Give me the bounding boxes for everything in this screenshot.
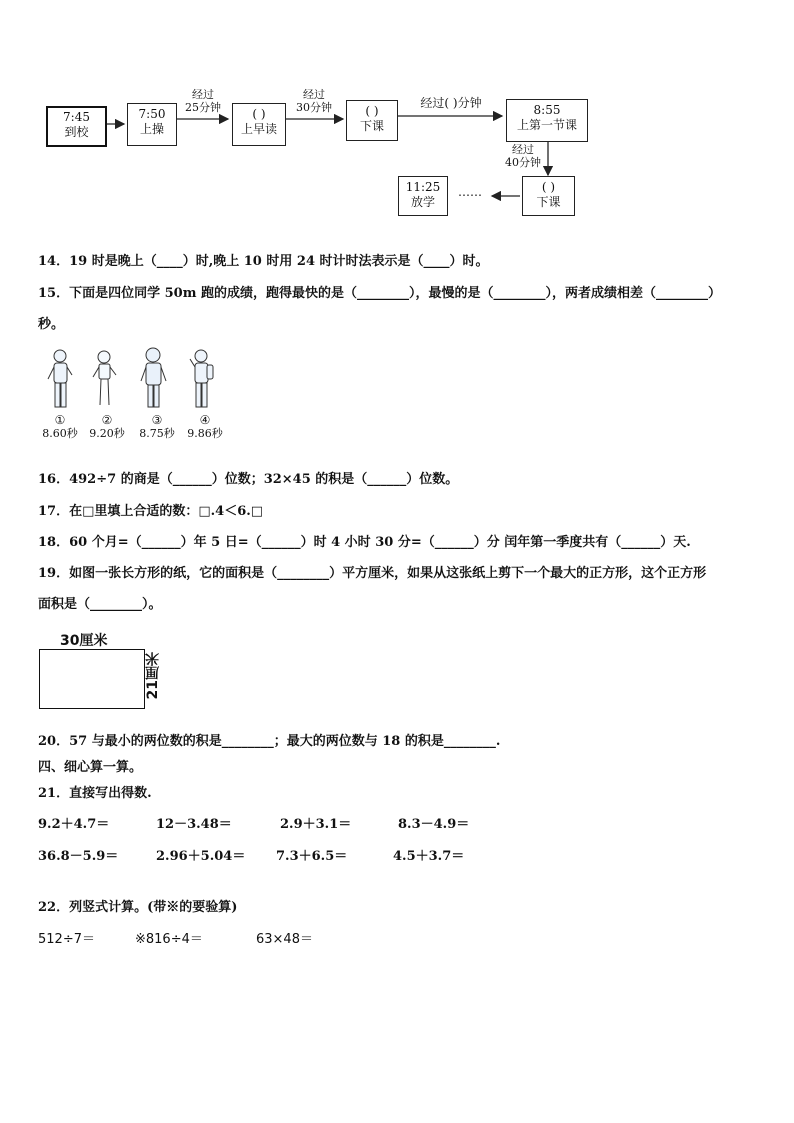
runner-1-figure: [48, 350, 72, 407]
question-21: 21．直接写出得数.: [38, 786, 152, 801]
calc-1-2: 12－3.48＝: [156, 817, 232, 832]
flow-dots: ……: [458, 185, 482, 199]
calc-2-3: 7.3＋6.5＝: [276, 849, 348, 864]
box-first-class: 8:55 上第一节课: [506, 99, 588, 142]
rect-width-label: 30厘米: [60, 633, 108, 649]
runner-2: ② 9.20秒: [89, 413, 125, 440]
box-dismiss: 11:25 放学: [398, 176, 448, 216]
runner-4: ④ 9.86秒: [187, 413, 223, 440]
calc-1-4: 8.3－4.9＝: [398, 817, 470, 832]
question-14: 14．19 时是晚上（____）时,晚上 10 时用 24 时计时法表示是（____）时。: [38, 254, 489, 269]
vcalc-2: ※816÷4＝: [135, 932, 203, 947]
calc-2-2: 2.96＋5.04＝: [156, 849, 246, 864]
calc-1-1: 9.2＋4.7＝: [38, 817, 110, 832]
runner-3-figure: [141, 348, 166, 407]
calc-1-3: 2.9＋3.1＝: [280, 817, 352, 832]
box-break-2: ( ) 下课: [522, 176, 575, 216]
rect-height-label: 21厘米: [145, 652, 161, 700]
vcalc-3: 63×48＝: [256, 932, 313, 947]
box-arrive: 7:45 到校: [46, 106, 107, 147]
paper-rectangle: [39, 649, 145, 709]
section-4-title: 四、细心算一算。: [38, 760, 143, 775]
arrow-label-40: 经过 40分钟: [505, 143, 541, 169]
question-19-line2: 面积是（________）。: [38, 597, 162, 612]
question-22: 22．列竖式计算。(带※的要验算): [38, 900, 238, 915]
runner-4-figure: [190, 350, 213, 407]
box-break-1: ( ) 下课: [346, 100, 398, 141]
runner-2-figure: [93, 351, 116, 405]
vcalc-1: 512÷7＝: [38, 932, 95, 947]
question-17: 17．在□里填上合适的数：□.4＜6.□: [38, 504, 264, 519]
calc-2-1: 36.8－5.9＝: [38, 849, 119, 864]
question-15-line1: 15．下面是四位同学 50m 跑的成绩，跑得最快的是（________），最慢的是（________），两者成绩相差（________）: [38, 286, 721, 301]
arrow-label-25: 经过 25分钟: [185, 88, 221, 114]
arrow-label-blank: 经过( )分钟: [420, 96, 482, 110]
question-19-line1: 19．如图一张长方形的纸，它的面积是（________）平方厘米，如果从这张纸上剪下一个最大的正方形，这个正方形: [38, 566, 707, 581]
arrow-label-30: 经过 30分钟: [296, 88, 332, 114]
question-16: 16．492÷7 的商是（______）位数；32×45 的积是（______）位数。: [38, 472, 459, 487]
box-morning-read: ( ) 上早读: [232, 103, 286, 146]
calc-2-4: 4.5＋3.7＝: [393, 849, 465, 864]
runner-3: ③ 8.75秒: [139, 413, 175, 440]
runner-1: ① 8.60秒: [42, 413, 78, 440]
runners-figures: [40, 345, 240, 413]
question-18: 18．60 个月=（______）年 5 日=（______）时 4 小时 30 分=（______）分 闰年第一季度共有（______）天.: [38, 535, 691, 550]
box-exercise: 7:50 上操: [127, 103, 177, 146]
question-20: 20．57 与最小的两位数的积是________；最大的两位数与 18 的积是________.: [38, 734, 501, 749]
question-15-line2: 秒。: [38, 317, 65, 332]
